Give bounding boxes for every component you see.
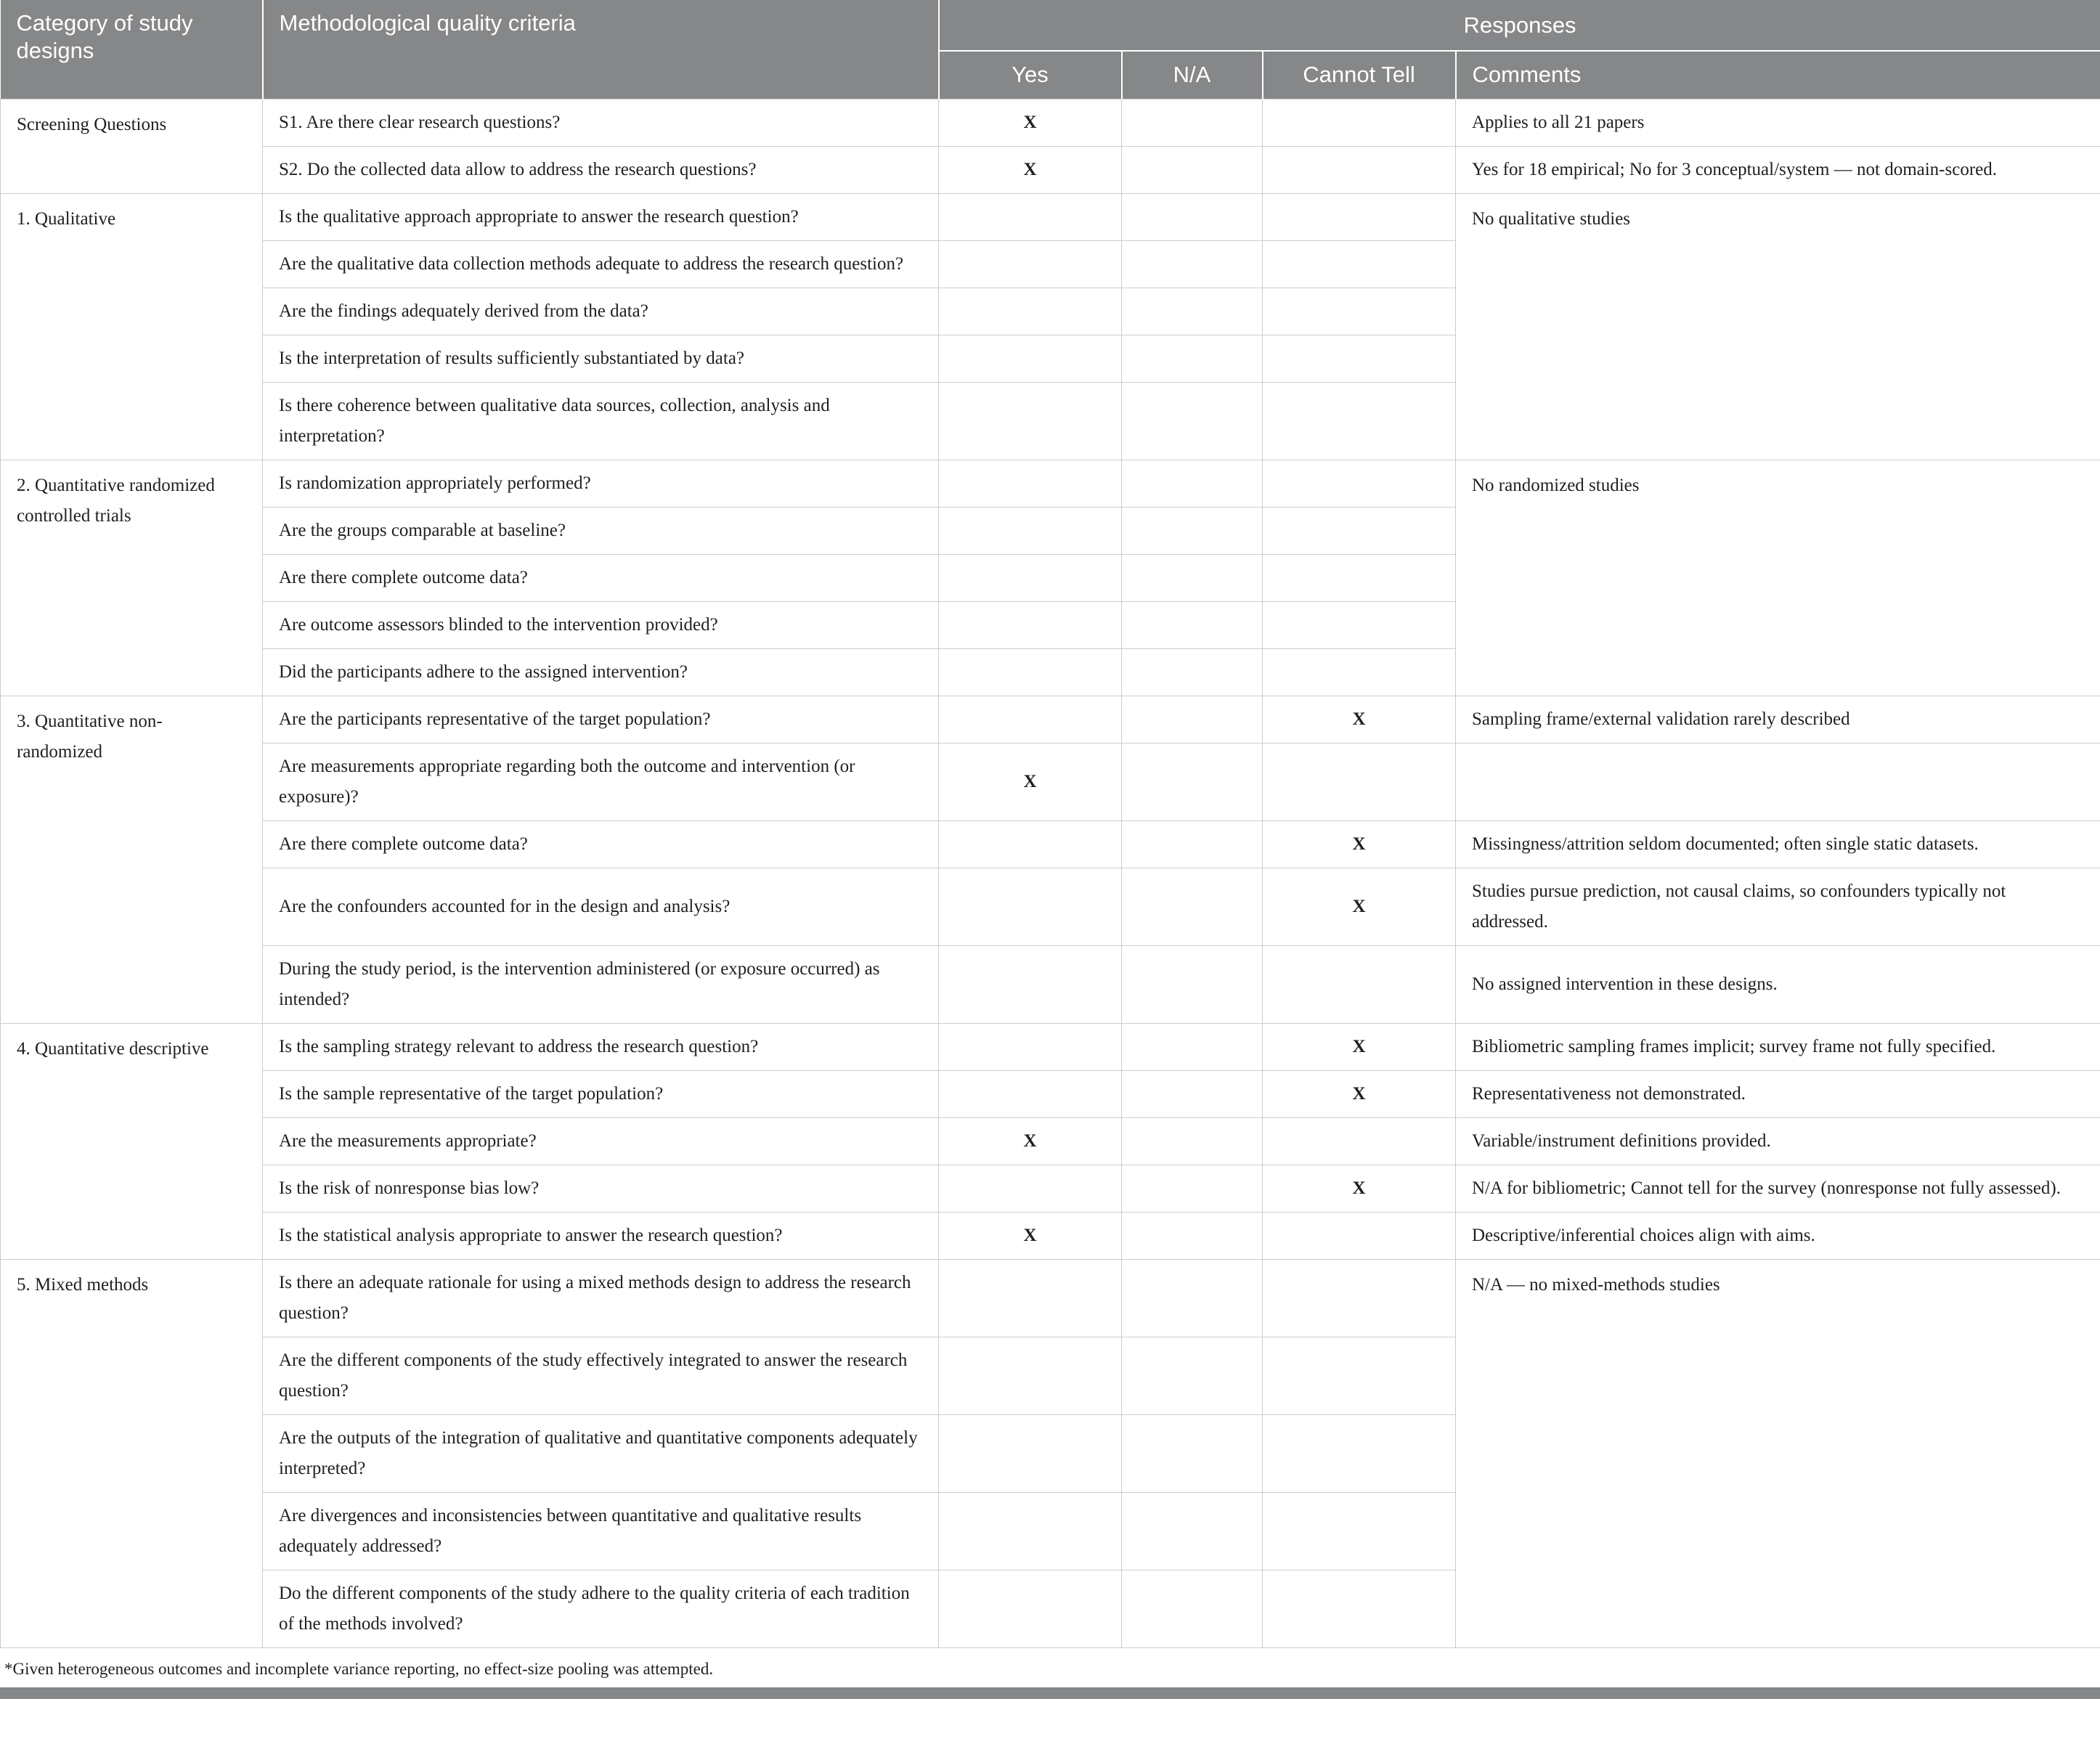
mark-yes — [939, 382, 1122, 460]
mark-cannot-tell — [1263, 1570, 1456, 1647]
category-cell: Screening Questions — [1, 99, 263, 193]
mark-na — [1122, 99, 1263, 146]
comment-cell: N/A for bibliometric; Cannot tell for the survey (nonresponse not fully assessed). — [1456, 1165, 2100, 1212]
category-cell: 5. Mixed methods — [1, 1259, 263, 1647]
mark-cannot-tell — [1263, 240, 1456, 288]
mark-na — [1122, 460, 1263, 507]
mark-na — [1122, 1414, 1263, 1492]
mark-na — [1122, 648, 1263, 696]
mark-yes — [939, 554, 1122, 601]
criteria-cell: Are the qualitative data collection methods adequate to address the research question? — [263, 240, 939, 288]
criteria-cell: Is randomization appropriately performed? — [263, 460, 939, 507]
mark-cannot-tell — [1263, 193, 1456, 240]
mark-na — [1122, 193, 1263, 240]
table-row — [1, 1259, 2100, 1337]
table-row — [1, 193, 2100, 240]
comment-cell: Studies pursue prediction, not causal claims, so confounders typically not addressed. — [1456, 868, 2100, 945]
mark-cannot-tell — [1263, 1337, 1456, 1414]
mark-yes — [939, 460, 1122, 507]
mark-cannot-tell — [1263, 945, 1456, 1023]
header-row-main — [1, 0, 2100, 51]
criteria-cell: Did the participants adhere to the assigned intervention? — [263, 648, 939, 696]
mark-na — [1122, 382, 1263, 460]
criteria-cell: Is the risk of nonresponse bias low? — [263, 1165, 939, 1212]
table-body — [1, 99, 2100, 1647]
mark-cannot-tell — [1263, 382, 1456, 460]
mark-yes — [939, 945, 1122, 1023]
comment-cell: Yes for 18 empirical; No for 3 conceptual/system — not domain-scored. — [1456, 146, 2100, 193]
mark-yes — [939, 193, 1122, 240]
mark-na — [1122, 554, 1263, 601]
mark-cannot-tell — [1263, 1259, 1456, 1337]
mark-yes — [939, 696, 1122, 743]
criteria-cell: Are the groups comparable at baseline? — [263, 507, 939, 554]
table-row — [1, 743, 2100, 820]
comment-cell: N/A — no mixed-methods studies — [1456, 1259, 2100, 1647]
mark-na — [1122, 1165, 1263, 1212]
criteria-cell: Is there coherence between qualitative data sources, collection, analysis and interpretation? — [263, 382, 939, 460]
mark-yes: X — [939, 743, 1122, 820]
mark-yes — [939, 820, 1122, 868]
mark-cannot-tell — [1263, 743, 1456, 820]
mark-na — [1122, 1570, 1263, 1647]
mark-yes: X — [939, 99, 1122, 146]
comment-cell: Missingness/attrition seldom documented; often single static datasets. — [1456, 820, 2100, 868]
footnote: *Given heterogeneous outcomes and incomplete variance reporting, no effect-size pooling was attempted. — [4, 1659, 714, 1678]
mark-cannot-tell — [1263, 460, 1456, 507]
mark-na — [1122, 240, 1263, 288]
mark-na — [1122, 507, 1263, 554]
comment-cell: Bibliometric sampling frames implicit; survey frame not fully specified. — [1456, 1023, 2100, 1070]
criteria-cell: Is there an adequate rationale for using a mixed methods design to address the research question? — [263, 1259, 939, 1337]
mark-yes: X — [939, 1117, 1122, 1165]
header-responses: Responses — [939, 0, 2100, 51]
mark-yes — [939, 1070, 1122, 1117]
mark-yes — [939, 1492, 1122, 1570]
header-criteria: Methodological quality criteria — [263, 0, 939, 99]
mark-yes — [939, 601, 1122, 648]
mark-na — [1122, 335, 1263, 382]
mark-cannot-tell — [1263, 288, 1456, 335]
table-row — [1, 820, 2100, 868]
category-cell: 4. Quantitative descriptive — [1, 1023, 263, 1259]
mark-na — [1122, 696, 1263, 743]
criteria-cell: Are there complete outcome data? — [263, 554, 939, 601]
mark-cannot-tell: X — [1263, 820, 1456, 868]
comment-cell: No randomized studies — [1456, 460, 2100, 696]
criteria-cell: S1. Are there clear research questions? — [263, 99, 939, 146]
mark-na — [1122, 1492, 1263, 1570]
category-cell: 3. Quantitative non-randomized — [1, 696, 263, 1023]
mark-yes — [939, 1023, 1122, 1070]
mark-cannot-tell — [1263, 1492, 1456, 1570]
criteria-cell: Is the sampling strategy relevant to address the research question? — [263, 1023, 939, 1070]
mark-na — [1122, 1117, 1263, 1165]
criteria-cell: Are the outputs of the integration of qualitative and quantitative components adequately interpreted? — [263, 1414, 939, 1492]
header-comments: Comments — [1456, 51, 2100, 99]
table-row — [1, 1212, 2100, 1259]
criteria-cell: Are the confounders accounted for in the design and analysis? — [263, 868, 939, 945]
criteria-cell: Are the different components of the study effectively integrated to answer the research question? — [263, 1337, 939, 1414]
mark-yes — [939, 1570, 1122, 1647]
mark-na — [1122, 1259, 1263, 1337]
criteria-cell: Are the participants representative of the target population? — [263, 696, 939, 743]
comment-cell: Sampling frame/external validation rarely described — [1456, 696, 2100, 743]
criteria-cell: Are measurements appropriate regarding both the outcome and intervention (or exposure)? — [263, 743, 939, 820]
table-row — [1, 945, 2100, 1023]
mark-na — [1122, 288, 1263, 335]
table-row — [1, 1023, 2100, 1070]
criteria-cell: Is the qualitative approach appropriate to answer the research question? — [263, 193, 939, 240]
mark-na — [1122, 1070, 1263, 1117]
mark-yes: X — [939, 1212, 1122, 1259]
comment-cell — [1456, 743, 2100, 820]
table-header — [1, 0, 2100, 99]
mark-yes: X — [939, 146, 1122, 193]
comment-cell: No qualitative studies — [1456, 193, 2100, 460]
criteria-cell: S2. Do the collected data allow to address the research questions? — [263, 146, 939, 193]
mark-yes — [939, 1337, 1122, 1414]
mark-cannot-tell — [1263, 507, 1456, 554]
mark-cannot-tell: X — [1263, 1023, 1456, 1070]
mark-cannot-tell: X — [1263, 696, 1456, 743]
header-category: Category of study designs — [1, 0, 263, 99]
criteria-cell: Is the sample representative of the target population? — [263, 1070, 939, 1117]
mark-na — [1122, 868, 1263, 945]
mark-yes — [939, 648, 1122, 696]
criteria-cell: Are the measurements appropriate? — [263, 1117, 939, 1165]
table-row — [1, 460, 2100, 507]
mark-yes — [939, 288, 1122, 335]
comment-cell: Representativeness not demonstrated. — [1456, 1070, 2100, 1117]
header-yes: Yes — [939, 51, 1122, 99]
mark-cannot-tell: X — [1263, 868, 1456, 945]
comment-cell: No assigned intervention in these designs. — [1456, 945, 2100, 1023]
mark-yes — [939, 1414, 1122, 1492]
mark-cannot-tell — [1263, 601, 1456, 648]
mark-cannot-tell — [1263, 1117, 1456, 1165]
mark-cannot-tell — [1263, 335, 1456, 382]
mark-yes — [939, 240, 1122, 288]
table-row — [1, 868, 2100, 945]
bottom-strip — [0, 1687, 2100, 1699]
mark-na — [1122, 945, 1263, 1023]
header-cannot-tell: Cannot Tell — [1263, 51, 1456, 99]
table-row — [1, 696, 2100, 743]
mark-cannot-tell: X — [1263, 1070, 1456, 1117]
mark-na — [1122, 1337, 1263, 1414]
mark-na — [1122, 1212, 1263, 1259]
comment-cell: Variable/instrument definitions provided. — [1456, 1117, 2100, 1165]
mark-cannot-tell — [1263, 554, 1456, 601]
mark-na — [1122, 146, 1263, 193]
criteria-cell: Are there complete outcome data? — [263, 820, 939, 868]
table-row — [1, 1165, 2100, 1212]
criteria-cell: Are divergences and inconsistencies between quantitative and qualitative results adequately addressed? — [263, 1492, 939, 1570]
mark-yes — [939, 868, 1122, 945]
mark-na — [1122, 820, 1263, 868]
table-row — [1, 146, 2100, 193]
mark-na — [1122, 601, 1263, 648]
mark-yes — [939, 1165, 1122, 1212]
mark-cannot-tell — [1263, 99, 1456, 146]
comment-cell: Applies to all 21 papers — [1456, 99, 2100, 146]
mark-yes — [939, 1259, 1122, 1337]
mark-na — [1122, 743, 1263, 820]
mark-yes — [939, 335, 1122, 382]
criteria-cell: Are the findings adequately derived from the data? — [263, 288, 939, 335]
criteria-cell: Is the interpretation of results sufficiently substantiated by data? — [263, 335, 939, 382]
criteria-cell: Are outcome assessors blinded to the intervention provided? — [263, 601, 939, 648]
table-row — [1, 1070, 2100, 1117]
table-row — [1, 99, 2100, 146]
header-na: N/A — [1122, 51, 1263, 99]
category-cell: 1. Qualitative — [1, 193, 263, 460]
table-row — [1, 1117, 2100, 1165]
criteria-cell: Is the statistical analysis appropriate to answer the research question? — [263, 1212, 939, 1259]
criteria-cell: During the study period, is the intervention administered (or exposure occurred) as intended? — [263, 945, 939, 1023]
mark-cannot-tell — [1263, 1212, 1456, 1259]
mark-na — [1122, 1023, 1263, 1070]
criteria-cell: Do the different components of the study adhere to the quality criteria of each tradition of the methods involved? — [263, 1570, 939, 1647]
mark-cannot-tell — [1263, 1414, 1456, 1492]
mark-cannot-tell — [1263, 146, 1456, 193]
comment-cell: Descriptive/inferential choices align with aims. — [1456, 1212, 2100, 1259]
mark-yes — [939, 507, 1122, 554]
mark-cannot-tell: X — [1263, 1165, 1456, 1212]
mark-cannot-tell — [1263, 648, 1456, 696]
category-cell: 2. Quantitative randomized controlled trials — [1, 460, 263, 696]
